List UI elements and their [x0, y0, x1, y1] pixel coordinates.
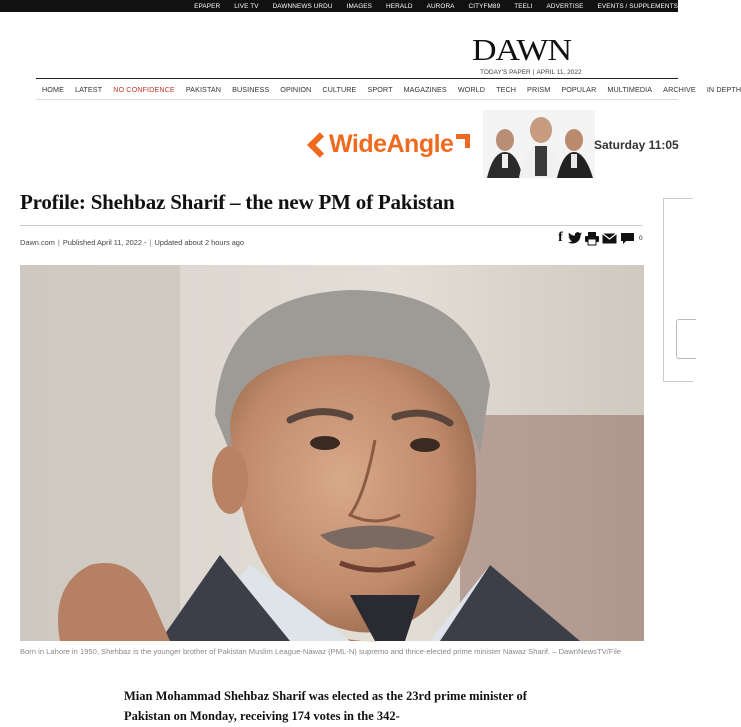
todays-paper-line: TODAY'S PAPER | APRIL 11, 2022	[480, 69, 582, 76]
nav-item-opinion[interactable]: OPINION	[280, 84, 312, 94]
top-utility-links	[180, 0, 678, 12]
email-icon[interactable]	[602, 233, 617, 244]
wideangle-logo	[308, 130, 470, 159]
comment-count: 0	[639, 234, 643, 242]
nav-item-world[interactable]: WORLD	[457, 84, 486, 94]
nav-item-home[interactable]: HOME	[42, 84, 64, 94]
topbar-link-advertise[interactable]: ADVERTISE	[546, 2, 584, 10]
article-lead-paragraph: Mian Mohammad Shehbaz Sharif was elected as the 23rd prime minister of Pakistan on Monday, receiving 174 votes in the 342-	[124, 689, 527, 723]
topbar-link-dawnnews-urdu[interactable]: DAWNNEWS URDU	[272, 2, 333, 10]
sidebar-card	[663, 198, 693, 382]
article-photo	[20, 265, 644, 641]
nav-item-business[interactable]: BUSINESS	[232, 84, 270, 94]
nav-item-archive[interactable]: ARCHIVE	[663, 84, 696, 94]
shehbaz-sharif-photo	[20, 265, 644, 641]
nav-item-culture[interactable]: CULTURE	[322, 84, 357, 94]
wideangle-banner-ad[interactable]	[303, 110, 678, 178]
nav-item-no-confidence[interactable]: NO CONFIDENCE	[113, 84, 175, 94]
facebook-icon[interactable]: f	[558, 230, 563, 245]
sidebar-thumbnail[interactable]	[676, 319, 696, 359]
paper-date: APRIL 11, 2022	[536, 69, 582, 76]
nav-item-tech[interactable]: TECH	[496, 84, 517, 94]
topbar-link-cityfm89[interactable]: CITYFM89	[468, 2, 501, 10]
article-source[interactable]: Dawn.com	[20, 238, 55, 247]
banner-hosts-image	[483, 110, 595, 178]
published-date: Published April 11, 2022 -	[62, 238, 147, 247]
dawn-logo[interactable]: DAWN	[472, 33, 572, 68]
meta-separator: |	[57, 238, 60, 247]
topbar-link-events-supplements[interactable]: EVENTS / SUPPLEMENTS	[597, 2, 678, 10]
topbar-link-teeli[interactable]: TEELI	[514, 2, 533, 10]
nav-item-pakistan[interactable]: PAKISTAN	[185, 84, 222, 94]
main-navigation	[36, 78, 741, 100]
banner-schedule-text: Saturday 11:05	[594, 138, 679, 152]
nav-item-multimedia[interactable]: MULTIMEDIA	[607, 84, 653, 94]
share-toolbar	[556, 230, 643, 246]
todays-paper-link[interactable]: TODAY'S PAPER	[480, 69, 531, 76]
nav-item-in-depth[interactable]: IN DEPTH	[706, 84, 741, 94]
twitter-icon[interactable]	[568, 232, 582, 244]
photo-caption: Born in Lahore in 1950, Shehbaz is the younger brother of Pakistan Muslim League-Nawaz (PML-N) supremo and thrice-elected prime minister Nawaz Sharif. – DawnNewsTV/File	[20, 647, 622, 656]
topbar-link-herald[interactable]: HERALD	[386, 2, 413, 10]
top-utility-bar	[0, 0, 678, 12]
wideangle-brand-text: WideAngle	[329, 130, 454, 158]
updated-time: Updated about 2 hours ago	[154, 238, 245, 247]
article-meta	[20, 238, 244, 247]
comments-icon[interactable]	[620, 232, 635, 245]
topbar-link-live-tv[interactable]: LIVE TV	[234, 2, 259, 10]
meta-separator: |	[149, 238, 152, 247]
print-icon[interactable]	[585, 232, 599, 245]
nav-item-sport[interactable]: SPORT	[367, 84, 393, 94]
nav-item-magazines[interactable]: MAGAZINES	[403, 84, 447, 94]
headline-divider	[20, 225, 642, 226]
nav-item-latest[interactable]: LATEST	[74, 84, 103, 94]
nav-item-popular[interactable]: POPULAR	[561, 84, 597, 94]
topbar-link-epaper[interactable]: EPAPER	[194, 2, 221, 10]
article-headline: Profile: Shehbaz Sharif – the new PM of Pakistan	[20, 190, 455, 214]
masthead	[0, 12, 678, 76]
nav-item-prism[interactable]: PRISM	[527, 84, 551, 94]
wideangle-arrow-icon	[456, 134, 470, 148]
topbar-link-aurora[interactable]: AURORA	[426, 2, 455, 10]
topbar-link-images[interactable]: IMAGES	[346, 2, 373, 10]
